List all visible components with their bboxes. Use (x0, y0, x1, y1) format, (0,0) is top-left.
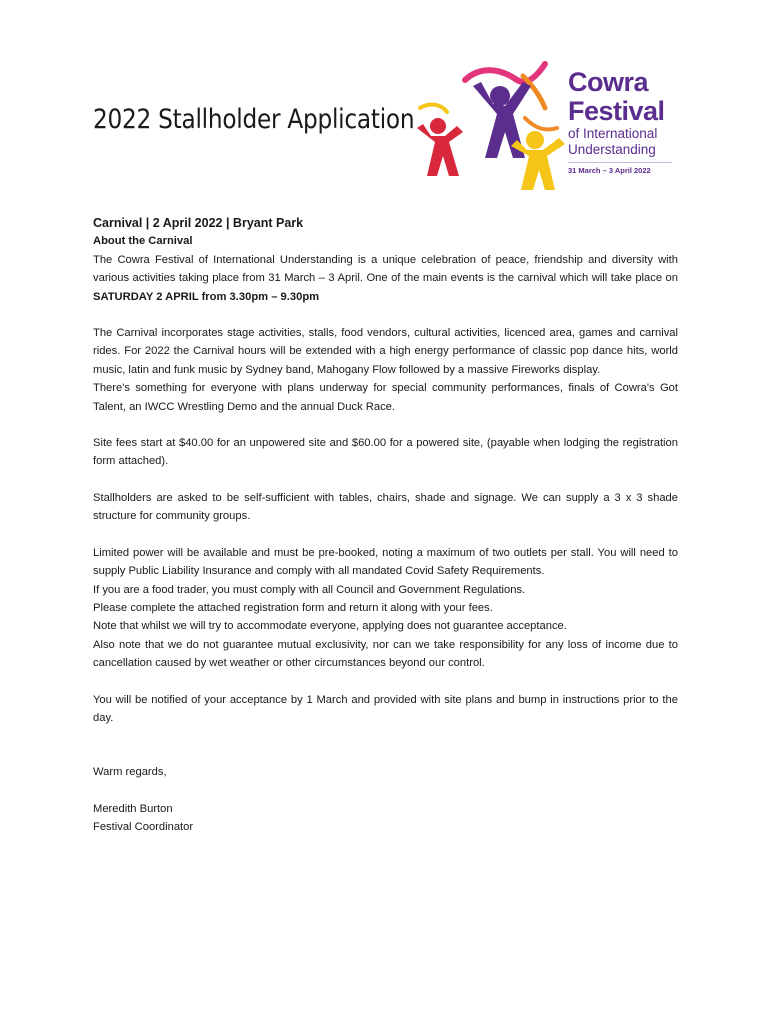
logo-of-international: of International (568, 126, 658, 141)
logo-dates: 31 March – 3 April 2022 (568, 166, 651, 175)
logo-understanding: Understanding (568, 142, 656, 157)
logo-divider (568, 162, 672, 163)
self-sufficient-paragraph: Stallholders are asked to be self-sufficient with tables, chairs, shade and signage. We can supply a 3 x 3 shade structure for community groups. (93, 491, 678, 523)
about-heading: About the Carnival (93, 235, 193, 248)
intro-paragraph (93, 251, 678, 306)
letter-body (93, 214, 678, 837)
document-title: 2022 Stallholder Application (93, 104, 415, 135)
logo-cowra: Cowra (568, 67, 649, 97)
intro-text: The Cowra Festival of International Understanding is a unique celebration of peace, friendship and diversity with various activities taking place from 31 March – 3 April. One of the main events is the carnival which will take place on (93, 253, 678, 285)
logo-festival: Festival (568, 96, 665, 126)
conditions-line: If you are a food trader, you must comply with all Council and Government Regulations. (93, 583, 526, 596)
conditions-line: Note that whilst we will try to accommodate everyone, applying does not guarantee acceptance. (93, 620, 567, 633)
closing: Warm regards, (93, 766, 167, 779)
carnival-date-time: SATURDAY 2 APRIL from 3.30pm – 9.30pm (93, 290, 320, 303)
conditions-line: Please complete the attached registration form and return it along with your fees. (93, 601, 493, 614)
signer-name: Meredith Burton (93, 802, 173, 815)
site-fees-paragraph: Site fees start at $40.00 for an unpowered site and $60.00 for a powered site, (payable when lodging the registration form attached). (93, 437, 678, 468)
signer-title: Festival Coordinator (93, 821, 194, 834)
notification-paragraph: You will be notified of your acceptance by 1 March and provided with site plans and bump in instructions prior to the day. (93, 693, 678, 724)
conditions-line: Also note that we do not guarantee mutual exclusivity, nor can we take responsibility for any loss of income due to cancellation caused by wet weather or other circumstances beyond our control. (93, 638, 678, 670)
event-subheading: Carnival | 2 April 2022 | Bryant Park (93, 216, 304, 230)
festival-logo-text (568, 68, 672, 175)
carnival-paragraph-line: The Carnival incorporates stage activities, stalls, food vendors, cultural activities, licenced area, games and carnival rides. For 2022 the Carnival hours will be extended with a high energy performance of classic pop dance hits, world music, latin and funk music by Sydney band, Mahogany Flow followed by a massive Fireworks display. (93, 327, 678, 376)
conditions-line: Limited power will be available and must be pre-booked, noting a maximum of two outlets per stall. You will need to supply Public Liability Insurance and comply with all mandated Covid Safety Requirements. (93, 546, 678, 578)
carnival-paragraph-line: There's something for everyone with plans underway for special community performances, finals of Cowra's Got Talent, an IWCC Wrestling Demo and the annual Duck Race. (93, 382, 678, 413)
